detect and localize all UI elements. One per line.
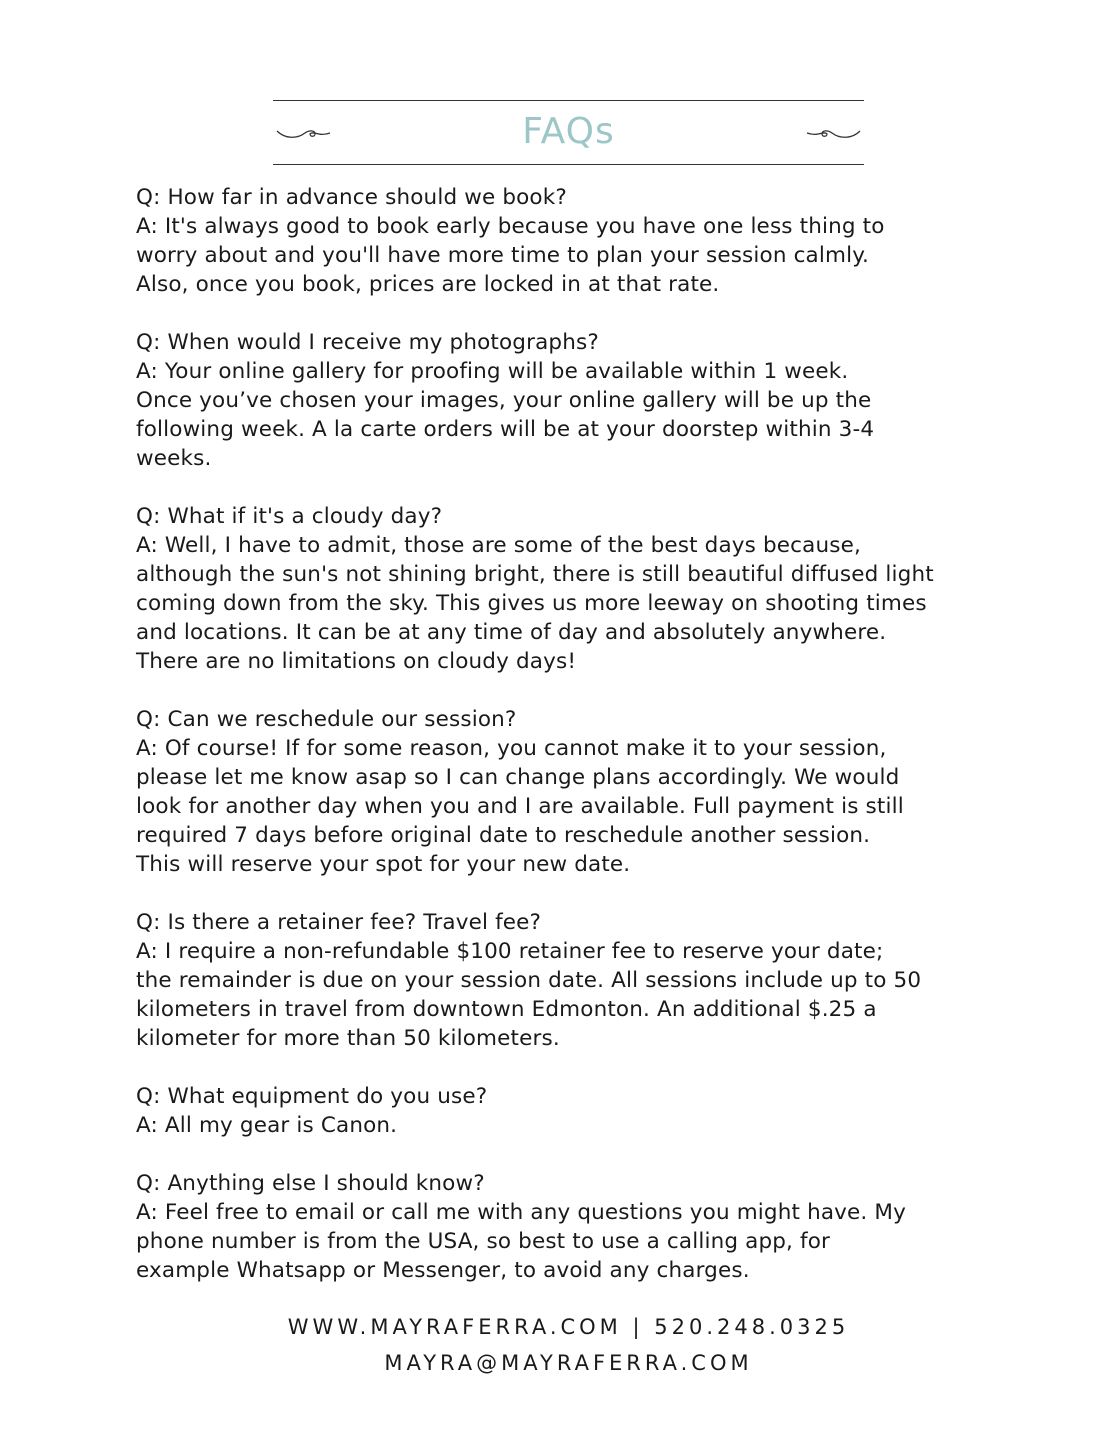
faq-item xyxy=(136,705,1016,879)
faq-question: Q: What if it's a cloudy day? xyxy=(136,504,443,529)
page-title: FAQs xyxy=(522,111,615,152)
faq-question: Q: When would I receive my photographs? xyxy=(136,330,599,355)
faq-item xyxy=(136,908,1016,1053)
faq-answer: A: Well, I have to admit, those are some of the best days because, although the sun's not shining bright, there is still beautiful diffused light coming down from the sky. This gives us more leeway on shooting times and locations. It can be at any time of day and absolutely anywhere. There are no limitations on cloudy days! xyxy=(136,533,934,674)
faq-answer: A: All my gear is Canon. xyxy=(136,1113,398,1138)
faq-item xyxy=(136,502,1016,676)
faq-list xyxy=(136,183,1016,1314)
faq-question: Q: Is there a retainer fee? Travel fee? xyxy=(136,910,542,935)
page-header xyxy=(273,100,864,165)
faq-question: Q: Anything else I should know? xyxy=(136,1171,485,1196)
flourish-right-icon xyxy=(806,125,862,141)
faq-answer: A: Of course! If for some reason, you cannot make it to your session, please let me know asap so I can change plans accordingly. We would look for another day when you and I are available. Full payment is still required 7 days before original date to reschedule another session. This will reserve your spot for your new date. xyxy=(136,736,904,877)
faq-question: Q: What equipment do you use? xyxy=(136,1084,488,1109)
faq-item xyxy=(136,1169,1016,1285)
faq-item xyxy=(136,183,1016,299)
faq-item xyxy=(136,328,1016,473)
faq-answer: A: It's always good to book early because you have one less thing to worry about and you'll have more time to plan your session calmly. Also, once you book, prices are locked in at that rate. xyxy=(136,214,885,297)
faq-answer: A: Your online gallery for proofing will be available within 1 week. Once you’ve chosen your images, your online gallery will be up the following week. A la carte orders will be at your doorstep within 3-4 weeks. xyxy=(136,359,875,471)
faq-answer: A: I require a non-refundable $100 retainer fee to reserve your date; the remainder is due on your session date. All sessions include up to 50 kilometers in travel from downtown Edmonton. An additional $.25 a kilometer for more than 50 kilometers. xyxy=(136,939,922,1051)
faq-question: Q: How far in advance should we book? xyxy=(136,185,567,210)
faq-item xyxy=(136,1082,1016,1140)
faq-question: Q: Can we reschedule our session? xyxy=(136,707,517,732)
faq-answer: A: Feel free to email or call me with any questions you might have. My phone number is from the USA, so best to use a calling app, for example Whatsapp or Messenger, to avoid any charges. xyxy=(136,1200,906,1283)
footer-email: MAYRA@MAYRAFERRA.COM xyxy=(384,1351,753,1375)
footer-website-phone: WWW.MAYRAFERRA.COM | 520.248.0325 xyxy=(287,1315,850,1339)
